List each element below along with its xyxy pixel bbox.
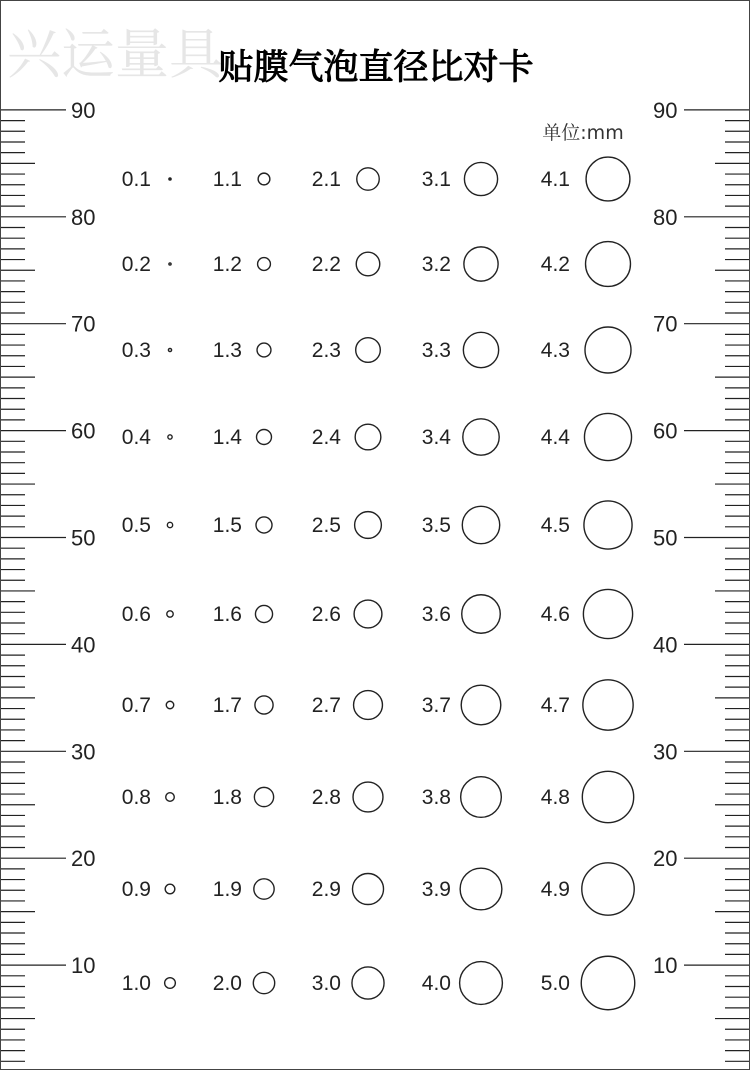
bubble-size-label: 0.7 xyxy=(121,694,151,717)
bubble-size-label: 4.1 xyxy=(540,168,570,191)
bubble-circle xyxy=(256,517,272,533)
bubble-circle xyxy=(583,680,633,730)
bubble-size-label: 0.8 xyxy=(121,786,151,809)
bubble-circle xyxy=(258,173,270,185)
bubble-size-label: 1.6 xyxy=(212,603,242,626)
bubble-size-label: 1.9 xyxy=(212,878,242,901)
bubble-size-label: 4.7 xyxy=(540,694,570,717)
ruler-label: 70 xyxy=(71,311,96,337)
bubble-circle xyxy=(462,506,499,543)
ruler-label: 80 xyxy=(71,204,96,230)
ruler-label: 30 xyxy=(71,739,96,765)
bubble-size-label: 1.8 xyxy=(212,786,242,809)
bubble-circle xyxy=(461,777,502,818)
bubble-size-label: 0.2 xyxy=(121,253,151,276)
bubble-circle xyxy=(168,348,171,351)
bubble-size-label: 0.9 xyxy=(121,878,151,901)
ruler-label: 50 xyxy=(653,525,678,551)
bubble-circle xyxy=(166,793,175,802)
bubble-size-label: 3.2 xyxy=(421,253,451,276)
ruler-label: 90 xyxy=(653,97,678,123)
bubble-size-label: 1.7 xyxy=(212,694,242,717)
card-title: 贴膜气泡直径比对卡 xyxy=(218,48,534,88)
bubble-size-label: 2.2 xyxy=(311,253,341,276)
bubble-circle xyxy=(463,332,498,367)
bubble-circle xyxy=(584,413,631,460)
bubble-size-label: 1.1 xyxy=(212,168,242,191)
bubble-circle xyxy=(356,252,380,276)
ruler-label: 70 xyxy=(653,311,678,337)
bubble-circle xyxy=(254,879,274,899)
bubble-circle xyxy=(583,589,632,638)
bubble-circle xyxy=(355,512,382,539)
ruler-label: 60 xyxy=(71,418,96,444)
bubble-size-label: 2.1 xyxy=(311,168,341,191)
bubble-circle xyxy=(255,605,272,622)
ruler-label: 20 xyxy=(653,846,678,872)
bubble-circle xyxy=(356,338,381,363)
ruler-label: 10 xyxy=(71,953,96,979)
left-ruler xyxy=(1,98,95,1061)
bubble-size-label: 3.4 xyxy=(421,426,451,449)
ruler-label: 90 xyxy=(71,97,96,123)
bubble-circle xyxy=(354,600,382,628)
bubble-size-label: 1.2 xyxy=(212,253,242,276)
bubble-size-label: 3.0 xyxy=(311,972,341,995)
bubble-circle xyxy=(258,258,271,271)
ruler-label: 50 xyxy=(71,525,96,551)
bubble-size-label: 2.3 xyxy=(311,339,341,362)
bubble-size-label: 4.6 xyxy=(540,603,570,626)
bubble-circle xyxy=(255,696,273,714)
bubble-circle xyxy=(584,501,632,549)
bubble-circle xyxy=(586,242,631,287)
ruler-label: 60 xyxy=(653,418,678,444)
right-ruler xyxy=(653,98,749,1061)
bubble-circle xyxy=(582,771,633,822)
bubble-size-label: 1.0 xyxy=(121,972,151,995)
bubble-circle xyxy=(460,962,503,1005)
bubble-size-label: 2.4 xyxy=(311,426,341,449)
bubble-circle xyxy=(354,691,383,720)
bubble-circle xyxy=(167,611,173,617)
bubble-circle xyxy=(352,873,383,904)
bubble-size-label: 5.0 xyxy=(540,972,570,995)
bubble-size-label: 3.1 xyxy=(421,168,451,191)
bubble-size-label: 4.2 xyxy=(540,253,570,276)
bubble-size-label: 4.4 xyxy=(540,426,570,449)
bubble-circle xyxy=(165,884,175,894)
ruler-label: 40 xyxy=(653,632,678,658)
bubble-size-label: 1.4 xyxy=(212,426,242,449)
bubble-circle xyxy=(253,972,274,993)
ruler-label: 40 xyxy=(71,632,96,658)
bubble-size-label: 3.8 xyxy=(421,786,451,809)
bubble-size-label: 3.3 xyxy=(421,339,451,362)
bubble-size-label: 1.3 xyxy=(212,339,242,362)
bubble-circle xyxy=(353,782,383,812)
bubble-circle xyxy=(352,967,384,999)
bubble-size-label: 3.6 xyxy=(421,603,451,626)
unit-label: 单位:mm xyxy=(542,122,624,144)
bubble-size-label: 2.5 xyxy=(311,514,341,537)
bubble-circle xyxy=(460,868,502,910)
bubble-size-label: 2.6 xyxy=(311,603,341,626)
bubble-circle xyxy=(169,263,171,265)
bubble-size-label: 0.6 xyxy=(121,603,151,626)
bubble-size-label: 4.9 xyxy=(540,878,570,901)
bubble-circle xyxy=(461,685,501,725)
bubble-circle xyxy=(586,157,630,201)
bubble-circle xyxy=(463,419,499,455)
bubble-size-label: 0.4 xyxy=(121,426,151,449)
ruler-label: 10 xyxy=(653,953,678,979)
bubble-circle xyxy=(464,162,497,195)
bubble-circle xyxy=(464,247,498,281)
bubble-size-label: 4.8 xyxy=(540,786,570,809)
ruler-label: 30 xyxy=(653,739,678,765)
bubble-size-label: 2.9 xyxy=(311,878,341,901)
bubble-circle xyxy=(357,168,379,190)
bubble-size-label: 2.0 xyxy=(212,972,242,995)
bubble-size-label: 1.5 xyxy=(212,514,242,537)
bubble-grid xyxy=(122,157,635,1010)
bubble-size-label: 3.9 xyxy=(421,878,451,901)
bubble-circle xyxy=(257,343,271,357)
bubble-circle xyxy=(169,178,171,180)
bubble-size-label: 0.1 xyxy=(121,168,151,191)
bubble-size-label: 2.7 xyxy=(311,694,341,717)
bubble-size-label: 2.8 xyxy=(311,786,341,809)
bubble-circle xyxy=(165,978,176,989)
bubble-size-label: 4.3 xyxy=(540,339,570,362)
bubble-circle xyxy=(167,522,172,527)
ruler-label: 80 xyxy=(653,204,678,230)
watermark-text: 兴运量具 xyxy=(7,23,223,86)
bubble-size-label: 3.7 xyxy=(421,694,451,717)
ruler-label: 20 xyxy=(71,846,96,872)
bubble-circle xyxy=(585,327,631,373)
bubble-circle xyxy=(257,430,272,445)
bubble-size-label: 0.3 xyxy=(121,339,151,362)
bubble-circle xyxy=(581,956,635,1010)
bubble-size-label: 4.0 xyxy=(421,972,451,995)
bubble-circle xyxy=(168,435,172,439)
card-canvas xyxy=(1,1,749,1069)
bubble-circle xyxy=(355,424,381,450)
bubble-circle xyxy=(254,787,273,806)
bubble-size-label: 0.5 xyxy=(121,514,151,537)
bubble-circle xyxy=(462,595,501,634)
bubble-circle xyxy=(166,701,173,708)
bubble-size-label: 4.5 xyxy=(540,514,570,537)
bubble-circle xyxy=(582,863,634,915)
bubble-size-label: 3.5 xyxy=(421,514,451,537)
